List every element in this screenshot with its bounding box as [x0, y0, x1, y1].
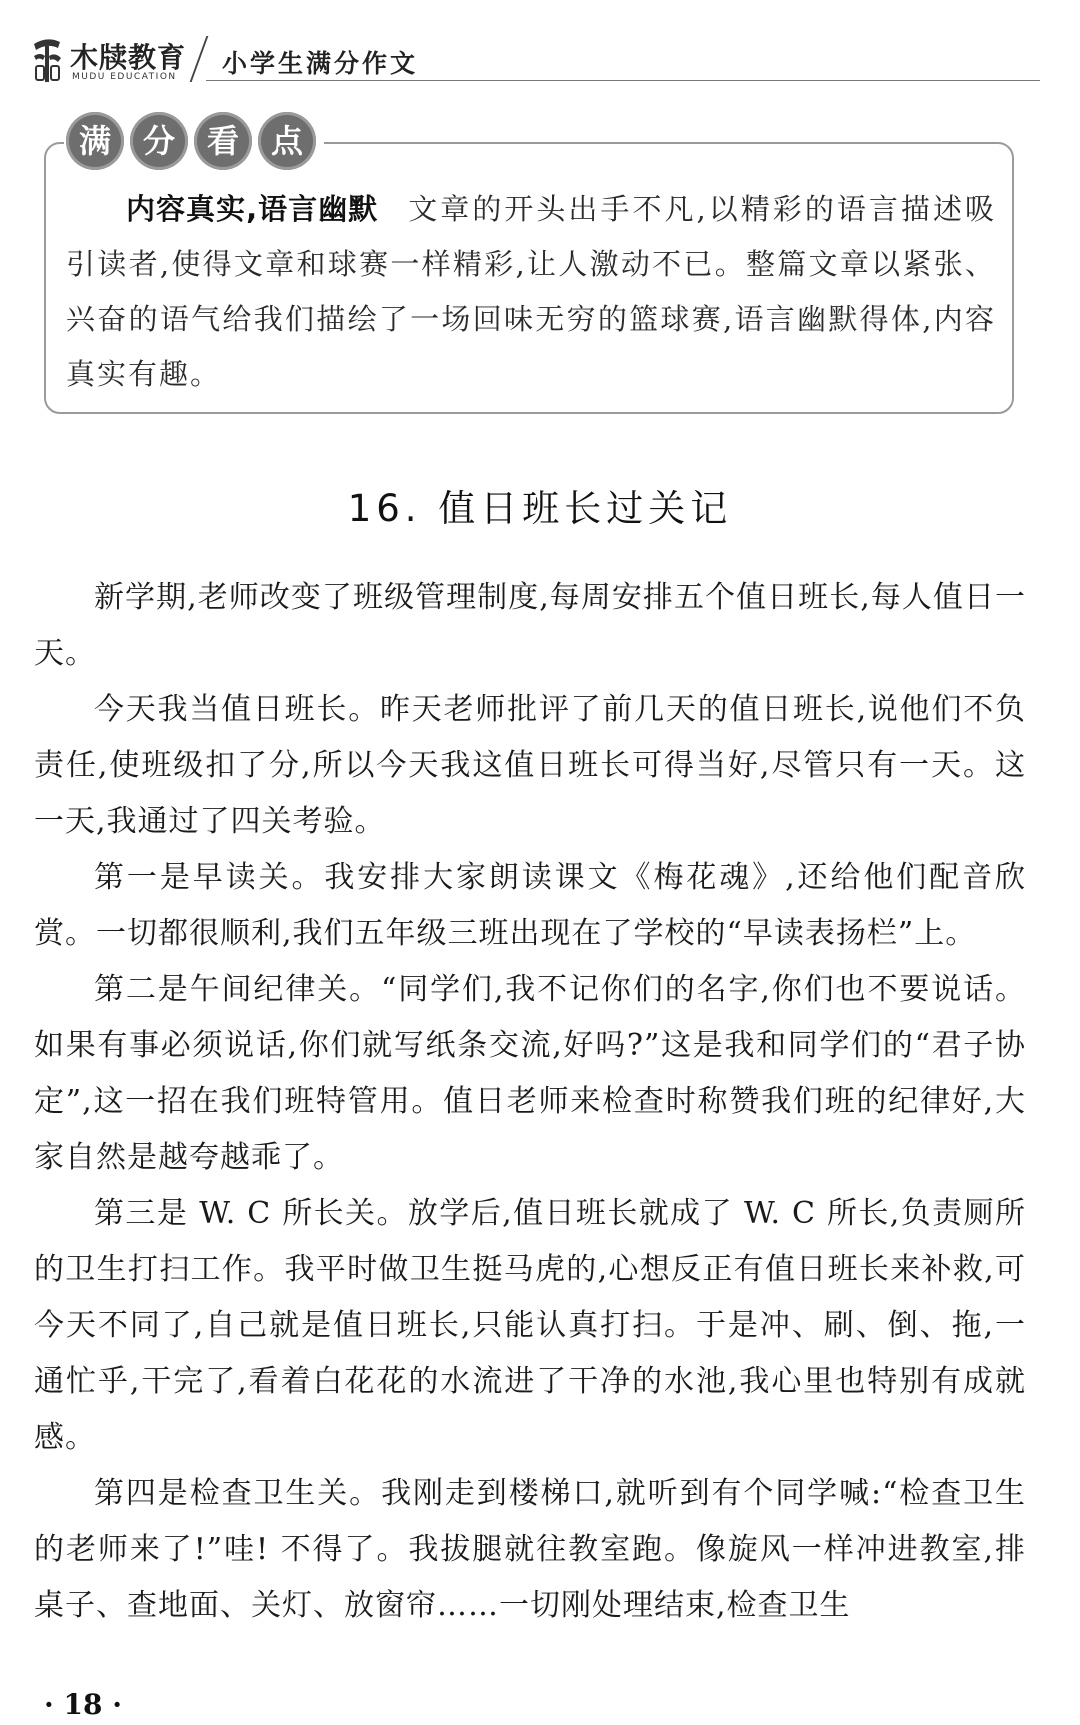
commentary-body: 文章的开头出手不凡,以精彩的语言描述吸引读者,使得文章和球赛一样精彩,让人激动不已。整篇文章以紧张、兴奋的语气给我们描绘了一场回味无穷的篮球赛,语言幽默得体,内容真实有趣。	[66, 192, 996, 391]
badge-char: 看	[194, 112, 252, 170]
commentary-lead: 内容真实,语言幽默	[126, 192, 379, 226]
brand-name: 木牍教育	[70, 41, 187, 74]
page-header	[26, 30, 1040, 90]
brand-subtitle: MUDU EDUCATION	[72, 72, 177, 82]
commentary-badges	[64, 112, 324, 172]
badge-char: 满	[66, 112, 124, 170]
header-divider	[190, 36, 209, 82]
essay-paragraph: 第一是早读关。我安排大家朗读课文《梅花魂》,还给他们配音欣赏。一切都很顺利,我们五年级三班出现在了学校的“早读表扬栏”上。	[34, 860, 1026, 951]
essay-paragraph: 今天我当值日班长。昨天老师批评了前几天的值日班长,说他们不负责任,使班级扣了分,所以今天我这值日班长可得当好,尽管只有一天。这一天,我通过了四关考验。	[34, 692, 1026, 839]
series-title: 小学生满分作文	[222, 49, 419, 78]
essay-title: 16. 值日班长过关记	[347, 487, 733, 530]
commentary-text	[66, 182, 996, 402]
essay-paragraph: 第四是检查卫生关。我刚走到楼梯口,就听到有个同学喊:“检查卫生的老师来了!”哇! 不得了。我拔腿就往教室跑。像旋风一样冲进教室,排桌子、查地面、关灯、放窗帘……一切刚处理结束,检查卫生	[34, 1476, 1026, 1623]
essay-paragraph: 第三是 W. C 所长关。放学后,值日班长就成了 W. C 所长,负责厕所的卫生打扫工作。我平时做卫生挺马虎的,心想反正有值日班长来补救,可今天不同了,自己就是值日班长,只能认真打扫。于是冲、刷、倒、拖,一通忙乎,干完了,看着白花花的水流进了干净的水池,我心里也特别有成就感。	[34, 1196, 1026, 1455]
page-number: · 18 ·	[44, 1688, 122, 1721]
essay-paragraph: 新学期,老师改变了班级管理制度,每周安排五个值日班长,每人值日一天。	[34, 580, 1026, 671]
essay-body	[34, 570, 1026, 1634]
badge-char: 分	[130, 112, 188, 170]
essay-paragraph: 第二是午间纪律关。“同学们,我不记你们的名字,你们也不要说话。如果有事必须说话,你们就写纸条交流,好吗?”这是我和同学们的“君子协定”,这一招在我们班特管用。值日老师来检查时称赞我们班的纪律好,大家自然是越夸越乖了。	[34, 972, 1026, 1175]
badge-char: 点	[258, 112, 316, 170]
mudu-logo-icon	[30, 34, 64, 86]
header-rule	[206, 80, 1040, 81]
